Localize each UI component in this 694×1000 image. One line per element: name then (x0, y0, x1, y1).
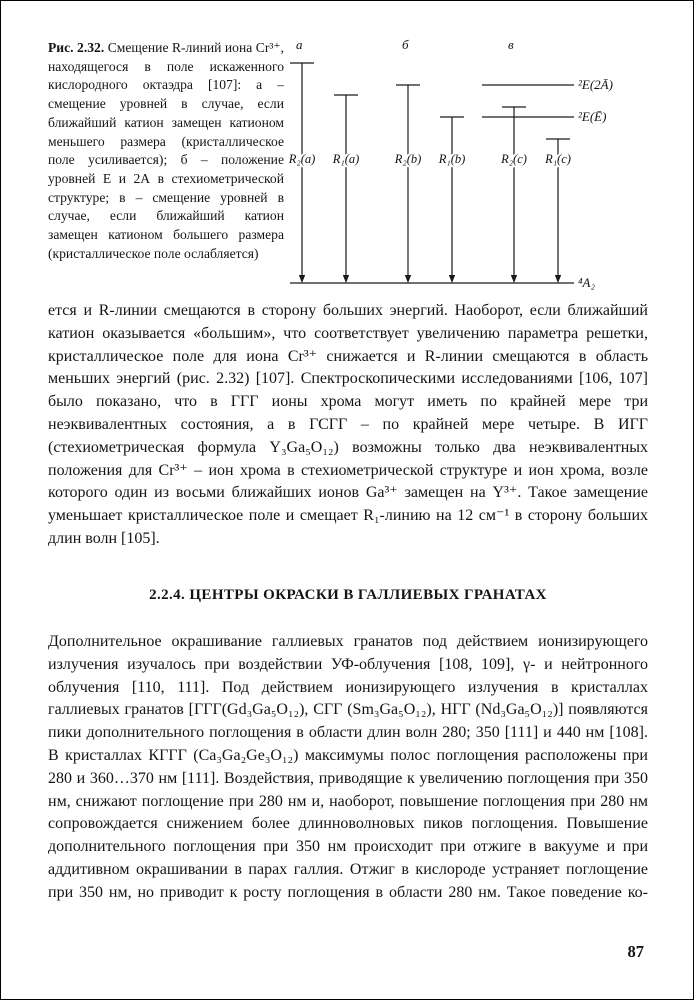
figure-diagram (282, 35, 650, 295)
group-label-v: в (508, 37, 514, 52)
figure-caption (48, 39, 284, 263)
body-paragraph-1: ется и R-линии смещаются в сторону больших энергий. Наоборот, если ближайший катион оказывается «большим», что соответствует увеличению параметра решетки, кристаллическое поле для иона Cr³⁺ снижается и R-линии смещаются в область меньших энергий (рис. 2.32) [107]. Спектроскопическими исследованиями [106, 107] было показано, что в ГГГ ионы хрома могут иметь по крайней мере три неэквивалентных состояния, а в ГСГГ – по крайней мере четыре. В ИГГ (стехиометрическая формула Y₃Ga₅O₁₂) возможны только два неэквивалентных положения для Cr³⁺ – ион хрома в стехиометрической структуре и ион хрома, возле которого один из восьми ближайших ионов Ga³⁺ замещен на Y³⁺. Такое замещение уменьшает кристаллическое поле и смещает R₁-линию на 12 см⁻¹ в сторону больших длин волн [105]. (48, 302, 648, 547)
lower-level-label: ²E(Ē) (578, 109, 607, 124)
energy-level-diagram (282, 35, 650, 295)
group-label-b: б (402, 37, 409, 52)
arrowhead (555, 275, 561, 283)
figure-caption-text: Смещение R-линий иона Cr³⁺, находящегося в поле искаженного кислородного октаэдра [107]: (48, 40, 284, 93)
r2a-label: R₂(a) (288, 152, 316, 166)
arrowhead (405, 275, 411, 283)
r1a-label: R₁(a) (332, 152, 360, 166)
r1c-label: R₁(c) (545, 152, 571, 166)
r2b-label: R₂(b) (394, 152, 422, 166)
group-label-a: а (296, 37, 303, 52)
arrowhead (449, 275, 455, 283)
upper-level-label: ²E(2Ā) (578, 77, 613, 92)
arrowhead (511, 275, 517, 283)
figure-caption-items: а – смещение уровней в случае, если ближайший катион замещен катионом меньшего размера (кристаллическое поле усиливается); б – положение уровней Е и 2А в стехиометрической структуре; в – смещение уровней в случае, если ближайший катион замещен катионом большего размера (кристаллическое поле ослабляется) (48, 77, 284, 261)
r1b-label: R₁(b) (438, 152, 466, 166)
r2c-label: R₂(c) (501, 152, 527, 166)
section-heading: 2.2.4. ЦЕНТРЫ ОКРАСКИ В ГАЛЛИЕВЫХ ГРАНАТАХ (149, 587, 547, 603)
ground-level-label: ⁴A₂ (578, 275, 595, 290)
arrowhead (343, 275, 349, 283)
figure-caption-label: Рис. 2.32. (48, 40, 105, 55)
arrowhead (299, 275, 305, 283)
page-number: 87 (627, 942, 644, 961)
body-paragraph-2: Дополнительное окрашивание галлиевых гранатов под действием ионизирующего излучения изучалось при воздействии УФ-облучения [108, 109], γ- и нейтронного облучения [110, 111]. Под действием ионизирующего излучения в кристаллах галлиевых гранатов [ГГГ(Gd₃Ga₅O₁₂), СГГ (Sm₃Ga₅O₁₂), НГГ (Nd₃Ga₅O₁₂)] появляются пики дополнительного поглощения в области длин волн 280; 350 [111] и 440 нм [108]. В кристаллах КГГГ (Ca₃Ga₂Ge₃O₁₂) максимумы полос поглощения расположены при 280 и 360…370 нм [111]. Воздействия, приводящие к увеличению поглощения при 350 нм, снижают поглощение при 280 нм и, наоборот, повышение поглощения при 280 нм сопровождается снижением более длинноволновых пиков поглощения. Повышение дополнительного поглощения при 350 нм происходит при отжиге в вакууме и при аддитивном окрашивании в парах галлия. Отжиг в кислороде устраняет поглощение при 350 нм, но приводит к росту поглощения в области 280 нм. Такое поведение ко- (48, 633, 648, 901)
